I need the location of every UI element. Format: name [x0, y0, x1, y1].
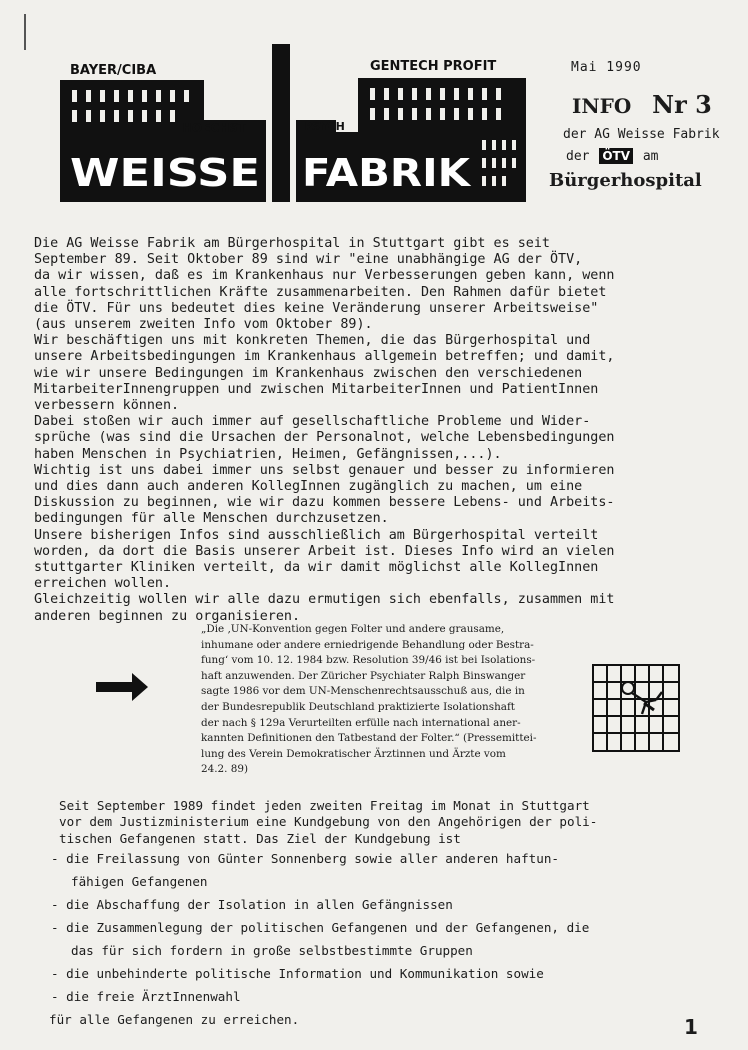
quote-line: kannten Definitionen den Tatbestand der Folter.“ (Pressemittei- [201, 732, 537, 745]
publisher-line: der AG Weisse Fabrik [563, 127, 720, 142]
intro-line: Wichtig ist uns dabei immer uns selbst genauer und besser zu informieren [34, 462, 615, 478]
intro-line: die ÖTV. Für uns bedeutet dies keine Veränderung unserer Arbeitsweise" [34, 300, 599, 316]
demand-item: - die Freilassung von Günter Sonnenberg sowie aller anderen haftun- [51, 850, 559, 866]
page-number: 1 [684, 1015, 698, 1039]
intro-line: Die AG Weisse Fabrik am Bürgerhospital in Stuttgart gibt es seit [34, 236, 550, 251]
demonstration-notice [49, 798, 729, 1031]
logo-label-psych: PSYCH [304, 120, 345, 133]
union-line-prefix: der [566, 149, 590, 164]
prison-bars-figure-icon [590, 662, 682, 754]
intro-line: wie wir unsere Bedingungen im Krankenhaus zwischen den verschiedenen [34, 365, 583, 381]
demand-item-continuation: das für sich fordern in große selbstbestimmte Gruppen [71, 942, 473, 958]
intro-line: MitarbeiterInnengruppen und zwischen MitarbeiterInnen und PatientInnen [34, 381, 599, 397]
union-line [566, 148, 658, 164]
union-line-suffix: am [642, 149, 659, 164]
intro-line: Gleichzeitig wollen wir alle dazu ermutigen sich ebenfalls, zusammen mit [34, 592, 615, 608]
logo-label-hoechst: HOECHST [182, 121, 247, 135]
intro-line: Unsere bisherigen Infos sind ausschließlich am Bürgerhospital verteilt [34, 527, 599, 543]
notice-line: tischen Gefangenen statt. Das Ziel der Kundgebung ist [59, 830, 461, 846]
intro-line: bedingungen für alle Menschen durchzusetzen. [34, 511, 389, 527]
quote-line: lung des Verein Demokratischer Ärztinnen und Ärzte vom [201, 747, 506, 760]
issue-number: Nr 3 [652, 90, 712, 119]
intro-line: haben Menschen in Psychiatrien, Heimen, Gefängnissen,...). [34, 446, 502, 462]
quote-line: der nach § 129a Verurteilten erfülle nach international aner- [201, 716, 521, 729]
notice-line: Seit September 1989 findet jeden zweiten Freitag im Monat in Stuttgart [59, 798, 590, 813]
intro-line: worden, da dort die Basis unserer Arbeit ist. Dieses Info wird an vielen [34, 543, 615, 559]
intro-line: und dies dann auch anderen KollegInnen zugänglich zu machen, um eine [34, 479, 583, 495]
logo-label-bayer-ciba: BAYER/CIBA [70, 63, 157, 78]
quote-line: 24.2. 89) [201, 763, 249, 776]
quote-line: sagte 1986 vor dem UN-Menschenrechtsausschuß aus, die in [201, 685, 525, 698]
info-label: INFO [572, 94, 632, 118]
intro-line: (aus unserem zweiten Info vom Oktober 89). [34, 317, 373, 333]
intro-line: Wir beschäftigen uns mit konkreten Themen, die das Bürgerhospital und [34, 333, 591, 349]
intro-line: stuttgarter Kliniken verteilt, da wir damit möglichst alle KollegInnen [34, 560, 599, 576]
demand-item: - die Abschaffung der Isolation in allen Gefängnissen [51, 896, 453, 912]
demand-item: - die unbehinderte politische Information und Kommunikation sowie [51, 965, 544, 981]
weisse-fabrik-logo [58, 40, 528, 210]
quote-line: der Bundesrepublik Deutschland praktizierte Isolationshaft [201, 700, 515, 713]
intro-line: da wir wissen, daß es im Krankenhaus nur Verbesserungen geben kann, wenn [34, 268, 615, 284]
intro-line: verbessern können. [34, 398, 180, 414]
quote-line: „Die ‚UN-Konvention gegen Folter und andere grausame, [201, 623, 505, 635]
quote-block [201, 622, 556, 778]
quote-line: inhumane oder andere erniedrigende Behandlung oder Bestra- [201, 638, 534, 651]
intro-line: Dabei stoßen wir auch immer auf gesellschaftliche Probleme und Wider- [34, 414, 591, 430]
intro-paragraph [34, 236, 724, 625]
hospital-name: Bürgerhospital [549, 170, 702, 191]
demand-item: - die Zusammenlegung der politischen Gefangenen und der Gefangenen, die [51, 919, 590, 935]
right-arrow-icon [94, 670, 150, 704]
intro-line: Diskussion zu beginnen, wie wir dazu kommen bessere Lebens- und Arbeits- [34, 495, 615, 511]
quote-line: haft anzuwenden. Der Züricher Psychiater Ralph Binswanger [201, 669, 526, 682]
quote-line: fung‘ vom 10. 12. 1984 bzw. Resolution 39/46 ist bei Isolations- [201, 654, 536, 667]
issue-title [572, 90, 712, 119]
intro-line: sprüche (was sind die Ursachen der Personalnot, welche Lebensbedingungen [34, 430, 615, 446]
demand-item: - die freie ÄrztInnenwahl [51, 988, 241, 1004]
logo-word-fabrik: FABRIK [302, 151, 472, 195]
logo-word-weisse: WEISSE [70, 151, 260, 195]
notice-line: vor dem Justizministerium eine Kundgebung von den Angehörigen der poli- [59, 814, 598, 830]
intro-line: alle fortschrittlichen Kräfte zusammenarbeiten. Den Rahmen dafür bietet [34, 284, 607, 300]
logo-label-gentech-profit: GENTECH PROFIT [370, 59, 497, 74]
intro-line: unsere Arbeitsbedingungen im Krankenhaus allgemein betreffen; und damit, [34, 349, 615, 365]
demand-item-continuation: fähigen Gefangenen [71, 873, 208, 889]
otv-badge: ÖTV [599, 148, 633, 164]
issue-date: Mai 1990 [571, 60, 642, 75]
intro-line: erreichen wollen. [34, 576, 172, 592]
intro-line: anderen beginnen zu organisieren. [34, 608, 301, 624]
intro-line: September 89. Seit Oktober 89 sind wir "eine unabhängige AG der ÖTV, [34, 252, 583, 268]
margin-mark [24, 14, 26, 50]
demand-closing: für alle Gefangenen zu erreichen. [49, 1011, 300, 1027]
